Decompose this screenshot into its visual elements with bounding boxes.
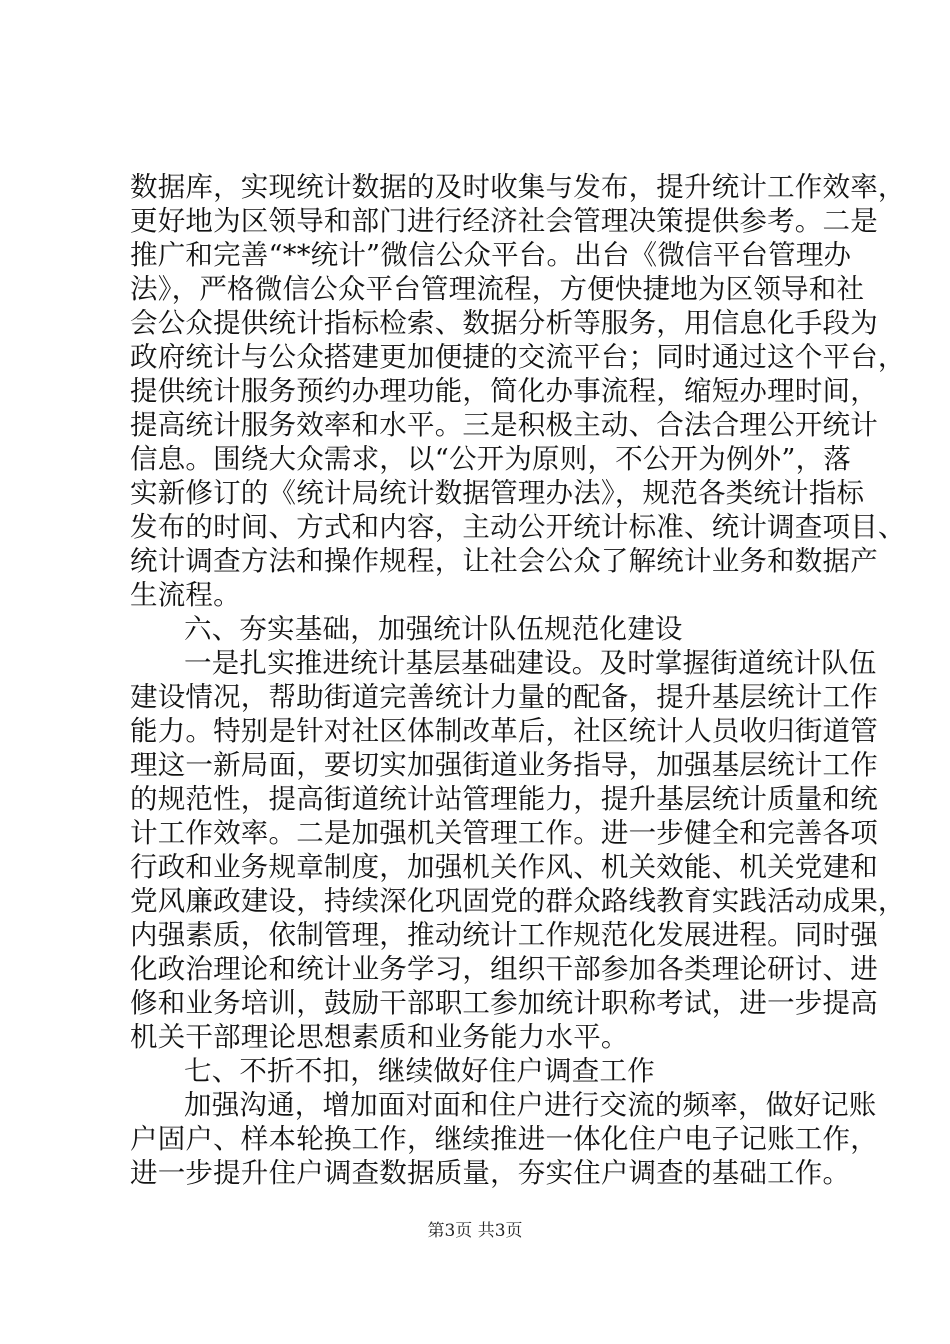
text-line: 机关干部理论思想素质和业务能力水平。 [130, 1021, 629, 1053]
text-line: 会公众提供统计指标检索、数据分析等服务，用信息化手段为 [130, 307, 878, 339]
text-line: 更好地为区领导和部门进行经济社会管理决策提供参考。二是 [130, 205, 878, 237]
paragraph-first-line: 加强沟通，增加面对面和住户进行交流的频率，做好记账 [184, 1089, 877, 1121]
text-line: 理这一新局面，要切实加强街道业务指导，加强基层统计工作 [130, 749, 878, 781]
text-line: 数据库，实现统计数据的及时收集与发布，提升统计工作效率， [130, 171, 906, 203]
text-line: 信息。围绕大众需求，以“公开为原则，不公开为例外”，落 [130, 443, 852, 475]
text-line: 政府统计与公众搭建更加便捷的交流平台；同时通过这个平台， [130, 341, 906, 373]
text-line: 能力。特别是针对社区体制改革后，社区统计人员收归街道管 [130, 715, 878, 747]
paragraph-first-line: 一是扎实推进统计基层基础建设。及时掌握街道统计队伍 [184, 647, 877, 679]
text-line: 建设情况，帮助街道完善统计力量的配备，提升基层统计工作 [130, 681, 878, 713]
text-line: 实新修订的《统计局统计数据管理办法》，规范各类统计指标 [130, 477, 865, 509]
text-line: 修和业务培训，鼓励干部职工参加统计职称考试，进一步提高 [130, 987, 878, 1019]
section-heading: 六、夯实基础，加强统计队伍规范化建设 [184, 613, 683, 645]
page-footer: 第3页 共3页 [427, 1221, 523, 1241]
text-line: 户固户、样本轮换工作，继续推进一体化住户电子记账工作， [130, 1123, 878, 1155]
text-line: 进一步提升住户调查数据质量，夯实住户调查的基础工作。 [130, 1157, 851, 1189]
text-line: 提供统计服务预约办理功能，简化办事流程，缩短办理时间， [130, 375, 878, 407]
text-line: 计工作效率。二是加强机关管理工作。进一步健全和完善各项 [130, 817, 878, 849]
text-line: 行政和业务规章制度，加强机关作风、机关效能、机关党建和 [130, 851, 878, 883]
text-line: 发布的时间、方式和内容，主动公开统计标准、统计调查项目、 [130, 511, 906, 543]
section-heading: 七、不折不扣，继续做好住户调查工作 [184, 1055, 655, 1087]
text-line: 生流程。 [130, 579, 241, 611]
text-line: 党风廉政建设，持续深化巩固党的群众路线教育实践活动成果， [130, 885, 906, 917]
text-line: 化政治理论和统计业务学习，组织干部参加各类理论研讨、进 [130, 953, 878, 985]
text-line: 提高统计服务效率和水平。三是积极主动、合法合理公开统计 [130, 409, 878, 441]
text-line: 统计调查方法和操作规程，让社会公众了解统计业务和数据产 [130, 545, 878, 577]
text-line: 推广和完善“**统计”微信公众平台。出台《微信平台管理办 [130, 239, 852, 271]
text-line: 内强素质，依制管理，推动统计工作规范化发展进程。同时强 [130, 919, 878, 951]
text-line: 的规范性，提高街道统计站管理能力，提升基层统计质量和统 [130, 783, 878, 815]
text-line: 法》，严格微信公众平台管理流程，方便快捷地为区领导和社 [130, 273, 865, 305]
